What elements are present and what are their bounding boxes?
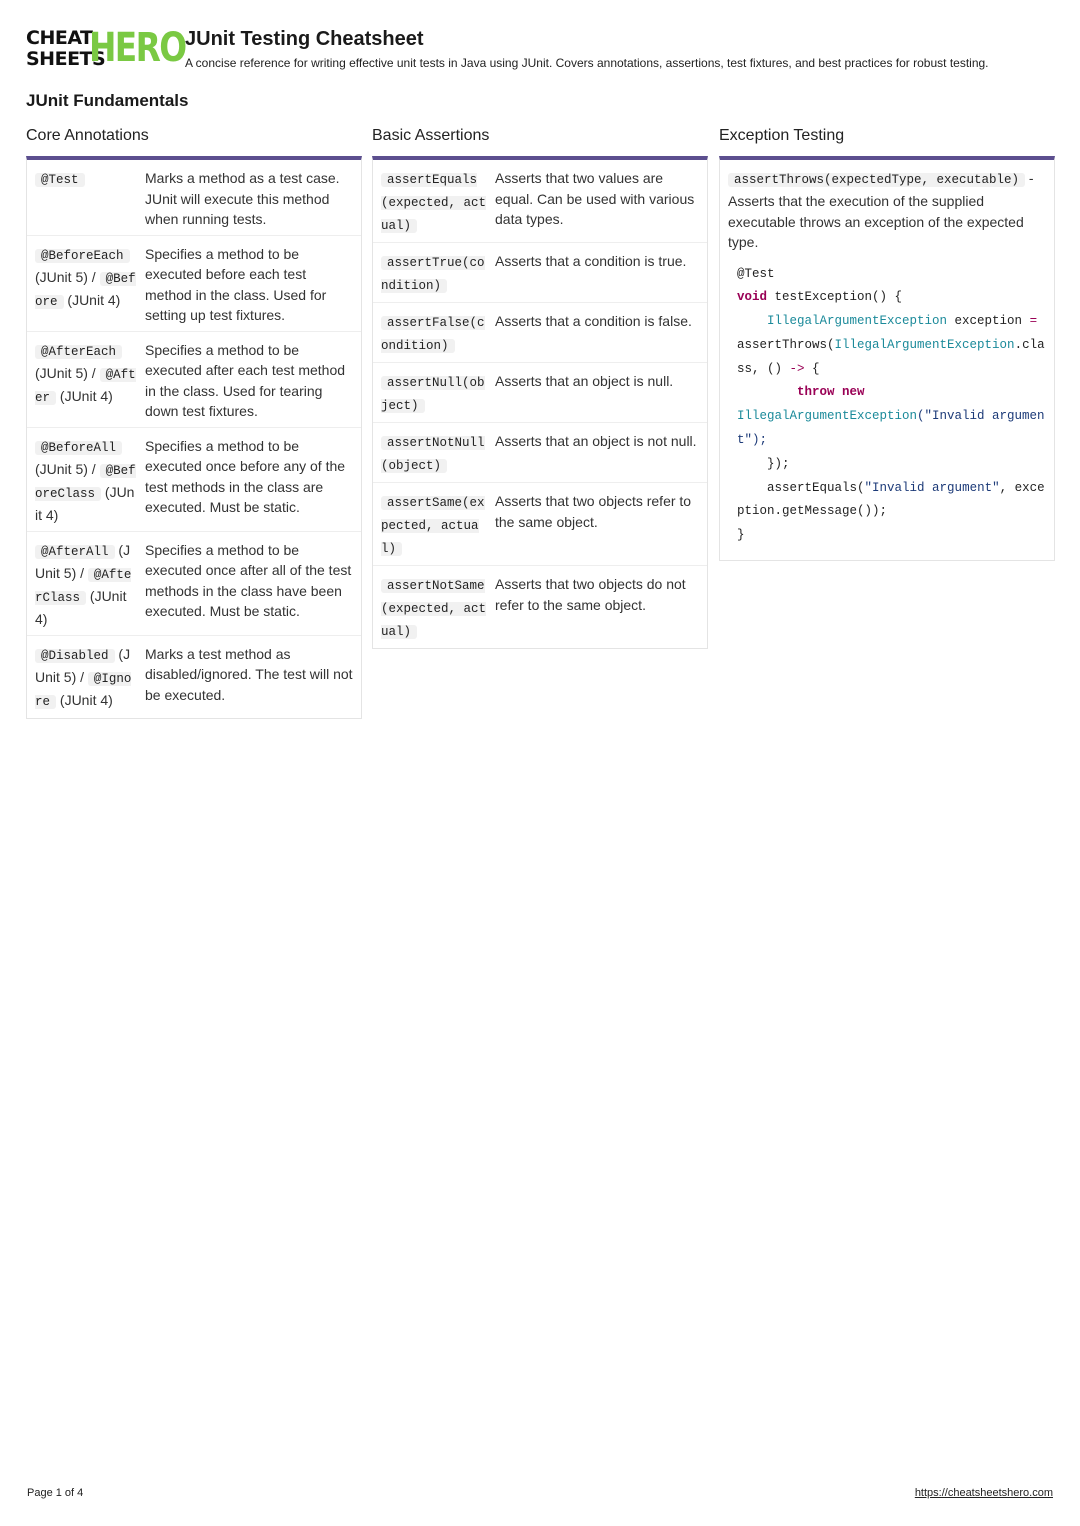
annotation-key xyxy=(35,244,137,326)
basic-assertions-column xyxy=(372,126,708,649)
annotation-desc: Specifies a method to be executed once after all of the test methods in the class have been executed. Must be static. xyxy=(145,541,352,619)
table-row xyxy=(27,332,361,428)
code-operator: = xyxy=(1029,314,1038,329)
version-note: (JUnit 5) / xyxy=(35,460,96,477)
table-row xyxy=(27,236,361,332)
separator: - xyxy=(1025,170,1034,186)
table-row xyxy=(373,566,707,648)
code-token: @BeforeEach xyxy=(35,249,130,263)
assertion-desc: Asserts that two values are equal. Can be used with various data types. xyxy=(495,170,695,227)
version-note: (JUnit 5) / xyxy=(35,541,131,581)
table-row xyxy=(27,532,361,636)
assertion-desc: Asserts that two objects refer to the same object. xyxy=(495,493,692,530)
exception-testing-card xyxy=(719,156,1055,561)
version-note: (JUnit 4) xyxy=(59,387,113,404)
column-title: Basic Assertions xyxy=(372,127,490,144)
logo-word-hero: HERO xyxy=(89,25,186,71)
code-keyword: new xyxy=(842,385,865,400)
code-keyword: void xyxy=(737,290,768,305)
code-string: ("Invalid argument"); xyxy=(737,409,1045,448)
code-string: "Invalid argument" xyxy=(864,480,1000,495)
table-row xyxy=(27,160,361,236)
code-token: @AfterEach xyxy=(35,345,122,359)
code-token: @BeforeClass xyxy=(35,463,136,501)
table-row xyxy=(27,428,361,532)
table-row xyxy=(27,636,361,718)
column-title: Exception Testing xyxy=(719,127,845,144)
assertion-key xyxy=(381,491,487,560)
code-text: assertThrows( xyxy=(737,337,835,352)
core-annotations-column xyxy=(26,126,362,719)
logo-word-sheets: SHEETS xyxy=(26,48,106,70)
code-indent xyxy=(737,314,767,328)
assertion-desc: Asserts that an object is null. xyxy=(495,373,674,389)
page-title: JUnit Testing Cheatsheet xyxy=(185,28,424,50)
code-token: @Ignore xyxy=(35,671,132,709)
logo-word-cheat: CHEAT xyxy=(26,27,93,49)
annotation-desc: Specifies a method to be executed after each test method in the class. Used for tearing down test fixtures. xyxy=(145,341,346,419)
annotation-key xyxy=(35,644,137,713)
code-token: @AfterAll xyxy=(35,545,115,559)
code-token: assertThrows(expectedType, executable) xyxy=(728,173,1025,187)
code-text: exception xyxy=(947,314,1030,329)
table-row xyxy=(373,483,707,566)
core-annotations-card xyxy=(26,156,362,719)
annotation-key xyxy=(35,436,137,526)
annotation-desc: Specifies a method to be executed before each test method in the class. Used for setting up test fixtures. xyxy=(145,245,327,323)
version-note: (JUnit 5) / xyxy=(35,364,96,381)
version-note: (JUnit 4) xyxy=(35,587,127,627)
code-text: testException() { xyxy=(767,290,903,305)
code-operator: -> xyxy=(789,361,805,376)
version-note: (JUnit 4) xyxy=(59,691,113,708)
code-annotation: @Test xyxy=(737,266,775,281)
assertion-key xyxy=(381,371,487,417)
annotation-key xyxy=(35,540,137,630)
assertion-key xyxy=(381,574,487,643)
header xyxy=(26,25,1056,72)
annotation-key xyxy=(35,168,137,230)
code-token: assertNotNull(object) xyxy=(381,436,485,473)
column-title: Core Annotations xyxy=(26,127,149,144)
code-token: @Disabled xyxy=(35,649,115,663)
code-token: @AfterClass xyxy=(35,567,132,605)
code-token: @BeforeAll xyxy=(35,441,122,455)
table-row xyxy=(373,363,707,423)
exception-body xyxy=(720,160,1054,560)
version-note: (JUnit 5) / xyxy=(35,268,96,285)
code-text: assertEquals( xyxy=(737,480,865,495)
code-token: @After xyxy=(35,367,136,405)
exception-testing-column xyxy=(719,126,1055,561)
code-text: { xyxy=(804,361,820,376)
annotation-key xyxy=(35,340,137,422)
version-note: (JUnit 4) xyxy=(35,483,135,523)
cheatsheetshero-logo[interactable] xyxy=(26,25,186,71)
table-row xyxy=(373,303,707,363)
section-title: JUnit Fundamentals xyxy=(26,91,189,110)
annotation-desc: Marks a method as a test case. JUnit will execute this method when running tests. xyxy=(145,170,340,227)
code-keyword: throw xyxy=(797,385,835,400)
page-number: Page 1 of 4 xyxy=(27,1487,84,1499)
code-token: @Before xyxy=(35,271,136,309)
annotation-desc: Specifies a method to be executed once before any of the test methods in the class are executed. Must be static. xyxy=(145,437,346,515)
version-note: (JUnit 5) / xyxy=(35,645,131,685)
exception-intro xyxy=(728,168,1046,253)
code-text: } xyxy=(737,528,745,543)
assertion-key xyxy=(381,311,487,357)
code-type: IllegalArgumentException xyxy=(834,337,1015,352)
code-text: .class, () xyxy=(737,337,1045,376)
code-text: }); xyxy=(737,456,790,471)
basic-assertions-card xyxy=(372,156,708,649)
code-token: assertEquals(expected, actual) xyxy=(381,173,487,233)
table-row xyxy=(373,160,707,243)
code-token: assertFalse(condition) xyxy=(381,316,485,353)
assertion-desc: Asserts that a condition is false. xyxy=(495,313,692,329)
exception-desc: Asserts that the execution of the supplied executable throws an exception of the expected type. xyxy=(728,193,1024,250)
site-link[interactable]: https://cheatsheetshero.com xyxy=(914,1487,1053,1499)
code-token: @Test xyxy=(35,173,85,187)
table-row xyxy=(373,423,707,483)
version-note: (JUnit 4) xyxy=(67,291,121,308)
page-subtitle: A concise reference for writing effective unit tests in Java using JUnit. Covers annotations, assertions, test fixtures, and best practices for robust testing. xyxy=(185,56,989,70)
code-token: assertNull(object) xyxy=(381,376,485,413)
code-type: IllegalArgumentException xyxy=(737,409,918,424)
table-row xyxy=(373,243,707,303)
assertion-desc: Asserts that two objects do not refer to the same object. xyxy=(495,576,686,613)
annotation-desc: Marks a test method as disabled/ignored. The test will not be executed. xyxy=(145,645,353,703)
code-token: assertTrue(condition) xyxy=(381,256,485,293)
assertion-key xyxy=(381,168,487,237)
code-indent xyxy=(737,385,797,399)
code-block xyxy=(728,263,1046,549)
assertion-desc: Asserts that an object is not null. xyxy=(495,433,697,449)
assertion-key xyxy=(381,251,487,297)
code-text: , exception.getMessage()); xyxy=(737,480,1045,519)
assertion-key xyxy=(381,431,487,477)
assertion-desc: Asserts that a condition is true. xyxy=(495,253,687,269)
code-type: IllegalArgumentException xyxy=(767,314,948,329)
code-token: assertNotSame(expected, actual) xyxy=(381,579,487,639)
code-token: assertSame(expected, actual) xyxy=(381,496,485,556)
